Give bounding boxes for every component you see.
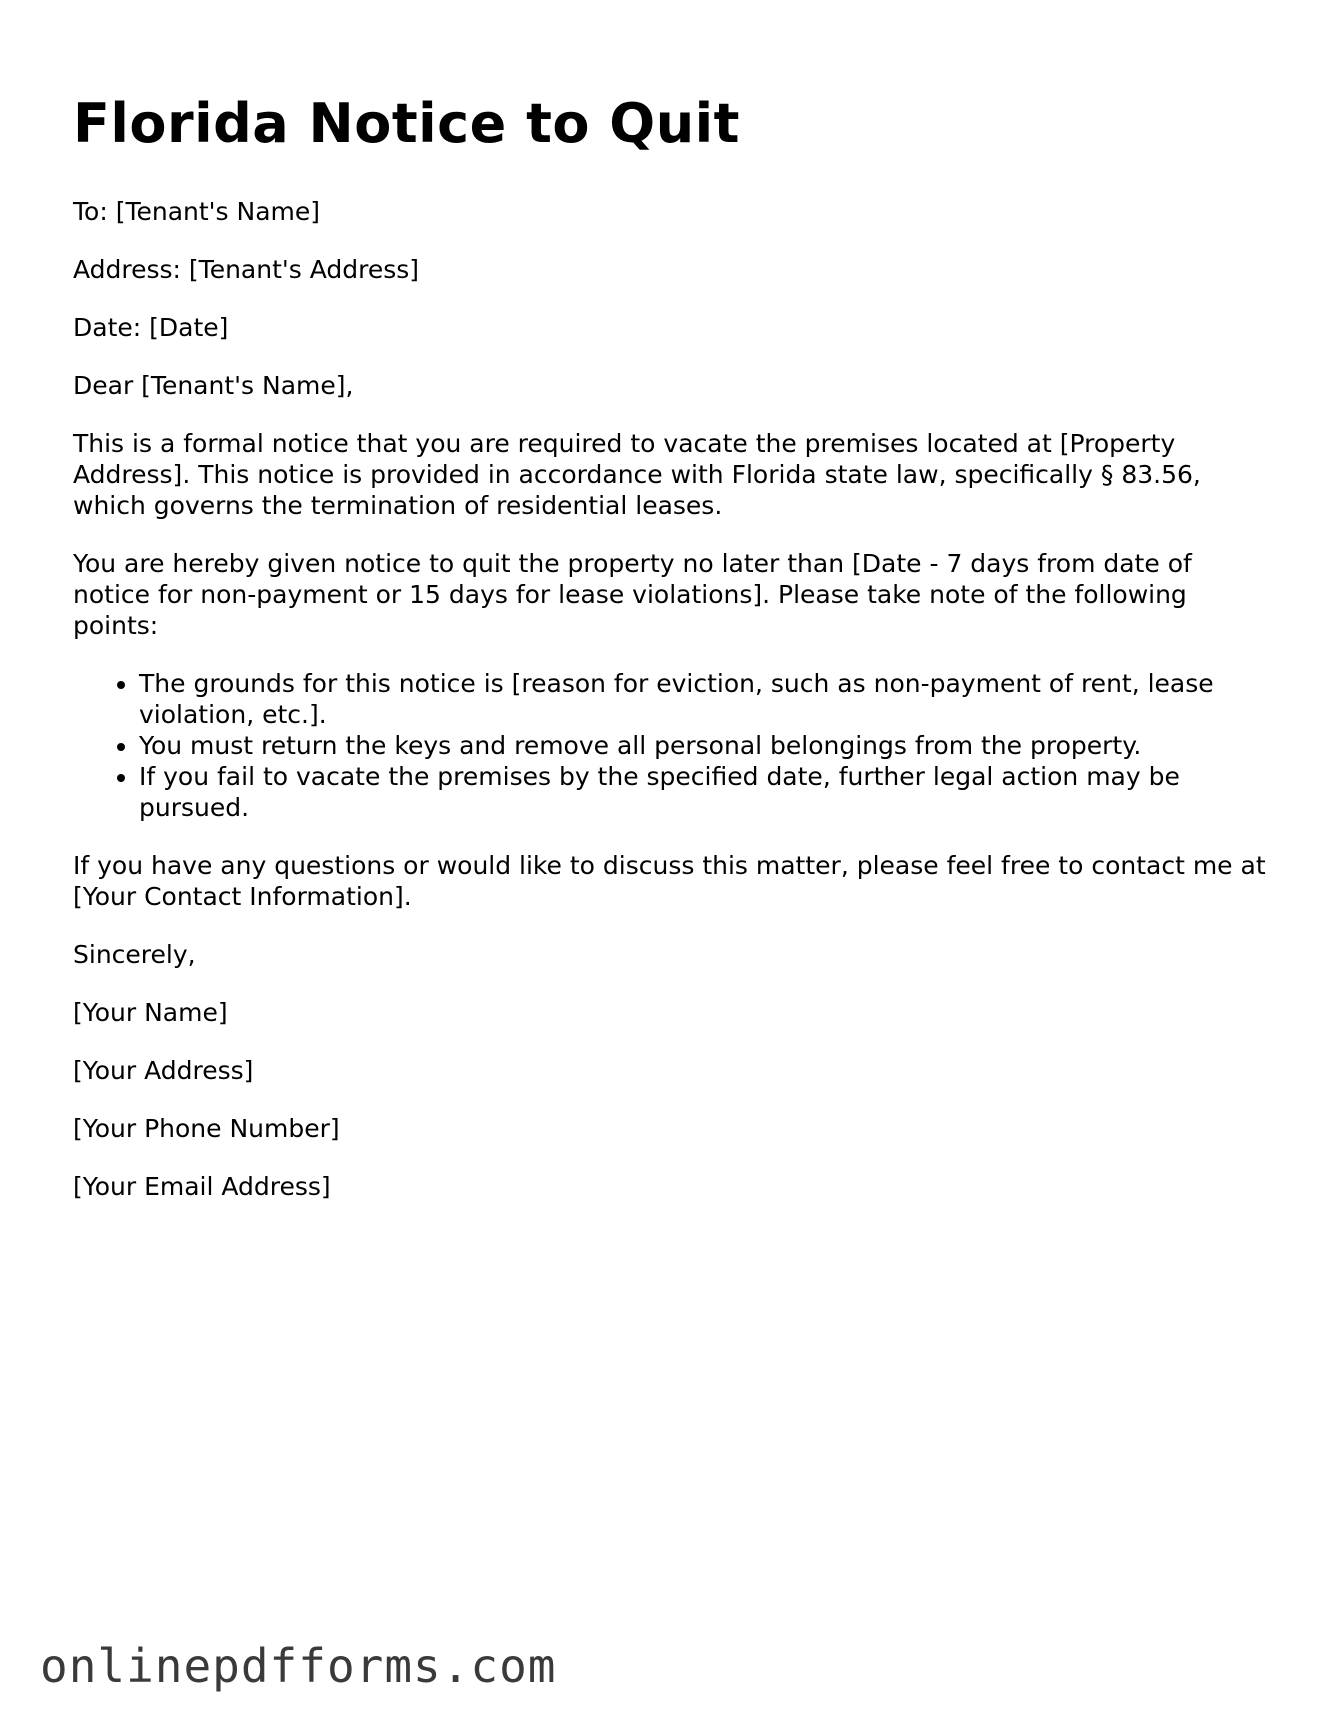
signature-email: [Your Email Address] [73,1172,331,1201]
document-page [73,92,1273,1229]
date-line: Date: [Date] [73,313,229,342]
document-title: Florida Notice to Quit [73,92,740,155]
signature-name: [Your Name] [73,998,228,1027]
salutation: Dear [Tenant's Name], [73,371,354,400]
closing: Sincerely, [73,940,196,969]
list-item: • You must return the keys and remove all personal belongings from the property. [139,730,1273,761]
watermark: onlinepdfforms.com [40,1639,557,1693]
recipient-line: To: [Tenant's Name] [73,197,321,226]
list-item: • If you fail to vacate the premises by the specified date, further legal action may be pursued. [139,761,1273,823]
recipient-address-line: Address: [Tenant's Address] [73,255,420,284]
body-paragraph-contact: If you have any questions or would like to discuss this matter, please feel free to contact me at [Your Contact Information]. [73,851,1266,911]
signature-phone: [Your Phone Number] [73,1114,340,1143]
list-item: • The grounds for this notice is [reason for eviction, such as non-payment of rent, lease violation, etc.]. [139,668,1273,730]
signature-address: [Your Address] [73,1056,254,1085]
body-paragraph-notice: This is a formal notice that you are required to vacate the premises located at [Property Address]. This notice is provided in accordance with Florida state law, specifically § 83.56, which governs the termination of residential leases. [73,429,1201,520]
body-paragraph-deadline: You are hereby given notice to quit the property no later than [Date - 7 days from date of notice for non-payment or 15 days for lease violations]. Please take note of the following points: [73,549,1192,640]
points-list [73,668,1273,823]
